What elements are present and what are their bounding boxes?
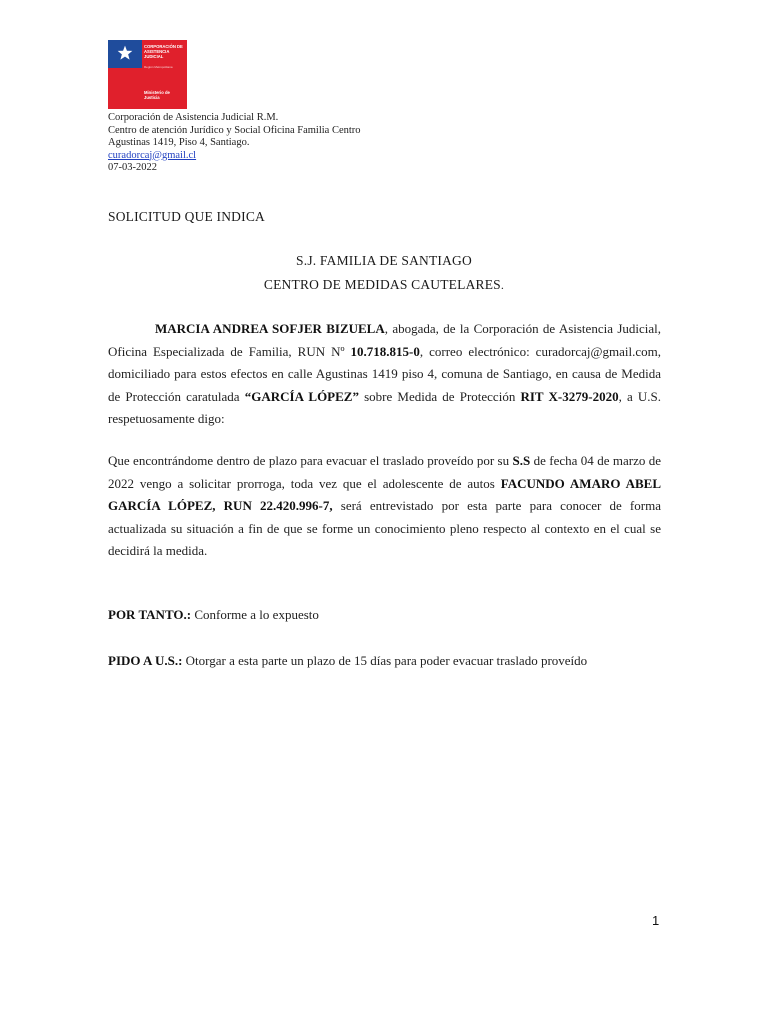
paragraph-request <box>108 450 661 563</box>
court-line-2-text: CENTRO DE MEDIDAS CAUTELARES <box>263 277 501 292</box>
court-line-2 <box>0 277 768 293</box>
por-tanto-text: Conforme a lo expuesto <box>191 607 319 622</box>
page-number: 1 <box>652 913 660 928</box>
letterhead-org: Corporación de Asistencia Judicial R.M. <box>108 112 279 123</box>
por-tanto-line <box>108 607 319 623</box>
p1-text-1: , abogada, de la Corporación de Asistencia Judicial, Oficina Especializada de Familia, RUN Nº <box>108 321 661 359</box>
p2-text-3: será entrevistado por esta parte para conocer de forma actualizada su situación a fin de que se forme un conocimiento pleno respecto al contexto en el cual se decidirá la medida. <box>108 498 661 558</box>
ss-abbrev: S.S <box>512 453 531 468</box>
logo-ministry-text: Ministerio de Justicia <box>144 90 170 100</box>
logo-region-text: Región Metropolitana <box>144 65 173 69</box>
case-name: “GARCÍA LÓPEZ” <box>244 388 359 404</box>
star-icon <box>117 45 133 61</box>
institution-logo <box>108 40 187 109</box>
logo-brand-text: CORPORACIÓN DE ASISTENCIA JUDICIAL <box>144 44 183 59</box>
letterhead-address: Agustinas 1419, Piso 4, Santiago. <box>108 137 250 148</box>
letterhead-date: 07-03-2022 <box>108 162 157 173</box>
p1-text-4: , a U.S. respetuosamente digo: <box>108 388 662 426</box>
court-line-2-end: . <box>500 278 505 292</box>
pido-text: Otorgar a esta parte un plazo de 15 días para poder evacuar traslado proveído <box>182 653 588 668</box>
paragraph-appearance <box>108 318 661 431</box>
logo-red-block-bottom <box>108 68 187 109</box>
p2-text-1: Que encontrándome dentro de plazo para evacuar el traslado proveído por su <box>108 453 513 468</box>
lawyer-run: 10.718.815-0 <box>350 343 420 359</box>
pido-line <box>108 653 587 669</box>
court-line-1: S.J. FAMILIA DE SANTIAGO <box>296 253 472 268</box>
pido-label: PIDO A U.S.: <box>108 653 183 668</box>
minor-name-run: FACUNDO AMARO ABEL GARCÍA LÓPEZ, RUN 22.420.996-7, <box>108 475 662 513</box>
case-rit: RIT X-3279-2020 <box>520 388 619 404</box>
letterhead <box>108 112 361 175</box>
letterhead-email-link[interactable]: curadorcaj@gmail.cl <box>108 149 197 161</box>
p2-text-2: de fecha 04 de marzo de 2022 vengo a solicitar prorroga, toda vez que el adolescente de autos <box>108 453 661 491</box>
document-title: SOLICITUD QUE INDICA <box>108 209 265 224</box>
lawyer-name: MARCIA ANDREA SOFJER BIZUELA <box>155 321 385 336</box>
letterhead-center: Centro de atención Jurídico y Social Oficina Familia Centro <box>108 124 361 136</box>
p1-text-2: , correo electrónico: curadorcaj@gmail.com, domiciliado para estos efectos en calle Agustinas 1419 piso 4, comuna de Santiago, en causa de Medida de Protección caratulada <box>108 343 661 404</box>
p1-text-3: sobre Medida de Protección <box>358 388 521 404</box>
por-tanto-label: POR TANTO.: <box>108 607 192 622</box>
